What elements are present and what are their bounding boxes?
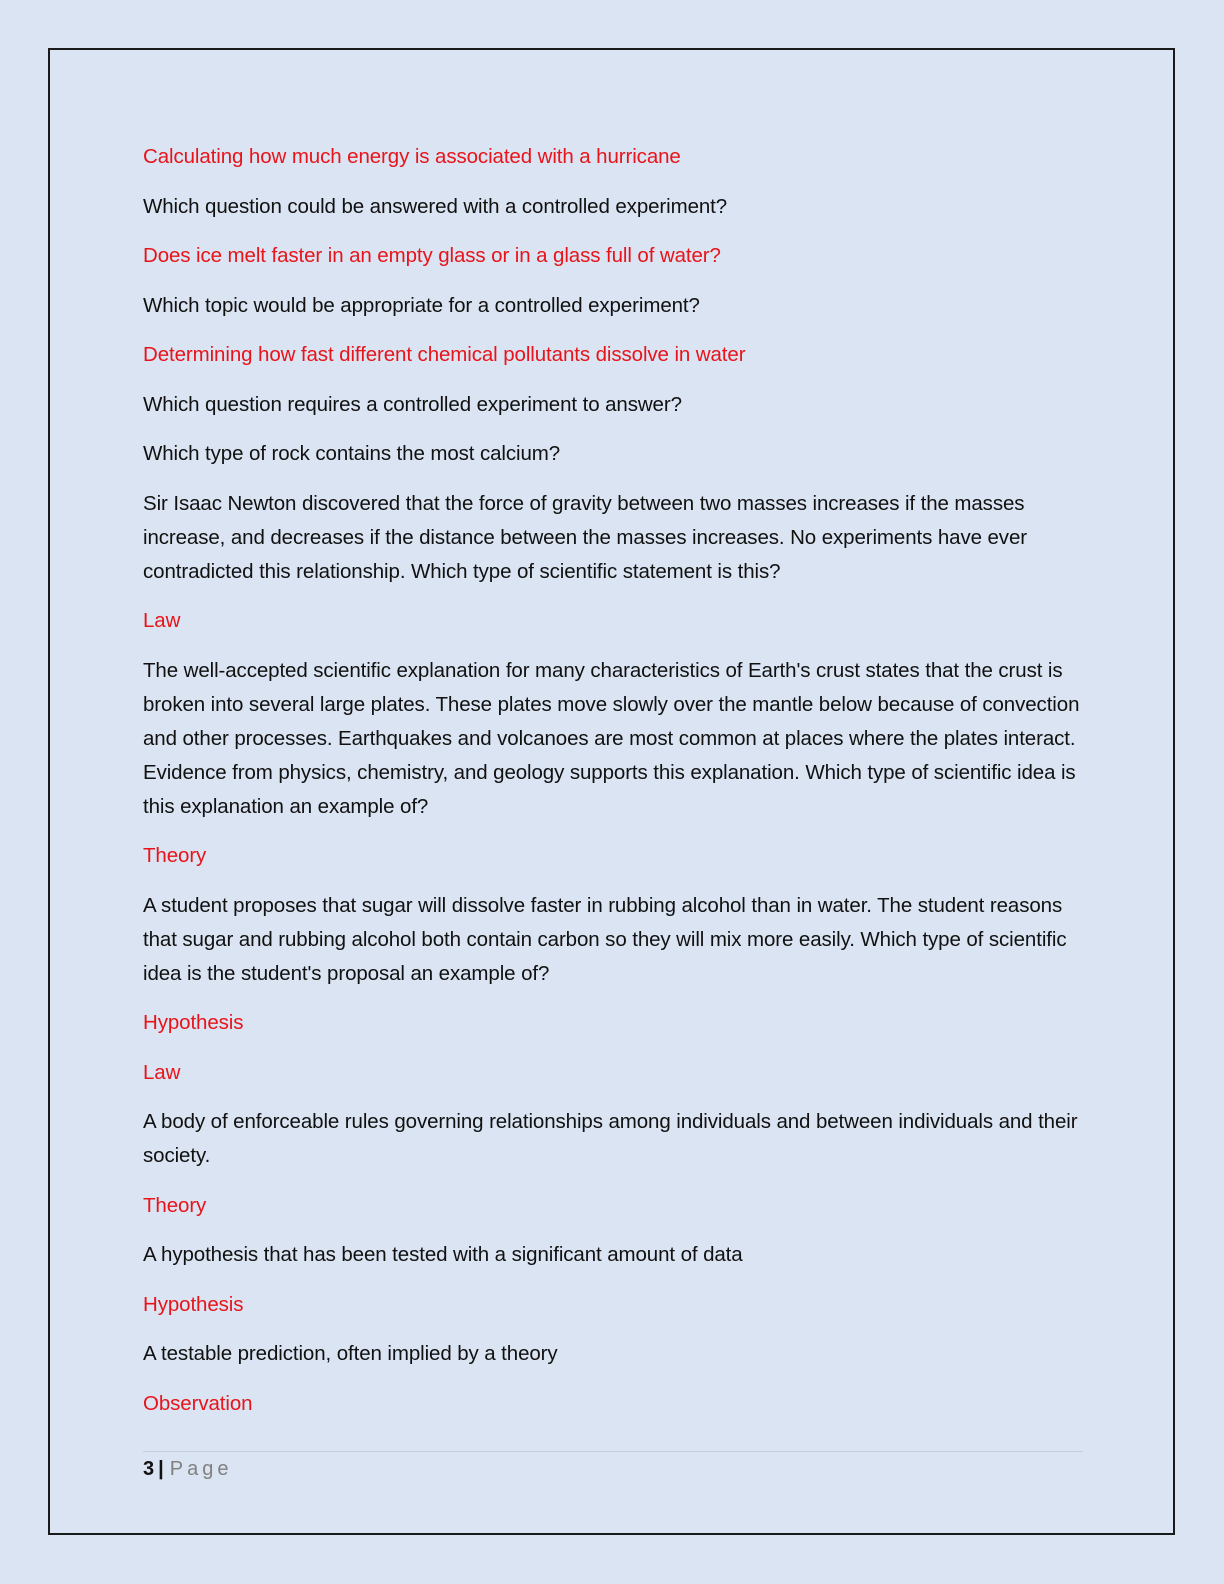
page-label: Page [169, 1458, 233, 1480]
footer-divider [143, 1451, 1083, 1452]
page-footer [143, 1454, 232, 1484]
page-number: 3 [143, 1458, 155, 1480]
question-text: Which type of rock contains the most calcium? [143, 442, 561, 465]
footer-separator: | [158, 1458, 164, 1480]
question-text: A student proposes that sugar will dissolve faster in rubbing alcohol than in water. The student reasons that sugar and rubbing alcohol both contain carbon so they will mix more easily. Which type of scientific idea is the student's proposal an example of? [143, 893, 1067, 985]
question-text: Which topic would be appropriate for a controlled experiment? [143, 293, 700, 317]
question-text: Sir Isaac Newton discovered that the force of gravity between two masses increases if the masses increase, and decreases if the distance between the masses increases. No experiments have ever contradicted this relationship. Which type of scientific statement is this? [143, 491, 1027, 583]
answer-text: Hypothesis [143, 1011, 244, 1034]
question-text: Which question requires a controlled experiment to answer? [143, 392, 682, 416]
answer-text: Law [143, 1060, 181, 1084]
question-text: The well-accepted scientific explanation for many characteristics of Earth's crust states that the crust is broken into several large plates. These plates move slowly over the mantle below because of convection and other processes. Earthquakes and volcanoes are most common at places where the plates interact. Evidence from physics, chemistry, and geology supports this explanation. Which type of scientific idea is this explanation an example of? [143, 658, 1080, 818]
question-text: A body of enforceable rules governing relationships among individuals and between individuals and their society. [143, 1110, 1078, 1167]
answer-text: Calculating how much energy is associated with a hurricane [143, 145, 681, 168]
answer-text: Observation [143, 1391, 253, 1415]
answer-text: Theory [143, 1193, 207, 1217]
question-text: A testable prediction, often implied by a theory [143, 1342, 558, 1365]
question-text: A hypothesis that has been tested with a significant amount of data [143, 1243, 743, 1266]
question-text: Which question could be answered with a controlled experiment? [143, 194, 728, 218]
answer-text: Law [143, 609, 181, 632]
answer-text: Theory [143, 844, 207, 867]
document-body [143, 140, 1083, 1436]
answer-text: Does ice melt faster in an empty glass or in a glass full of water? [143, 244, 721, 267]
answer-text: Hypothesis [143, 1292, 244, 1316]
answer-text: Determining how fast different chemical pollutants dissolve in water [143, 343, 746, 366]
